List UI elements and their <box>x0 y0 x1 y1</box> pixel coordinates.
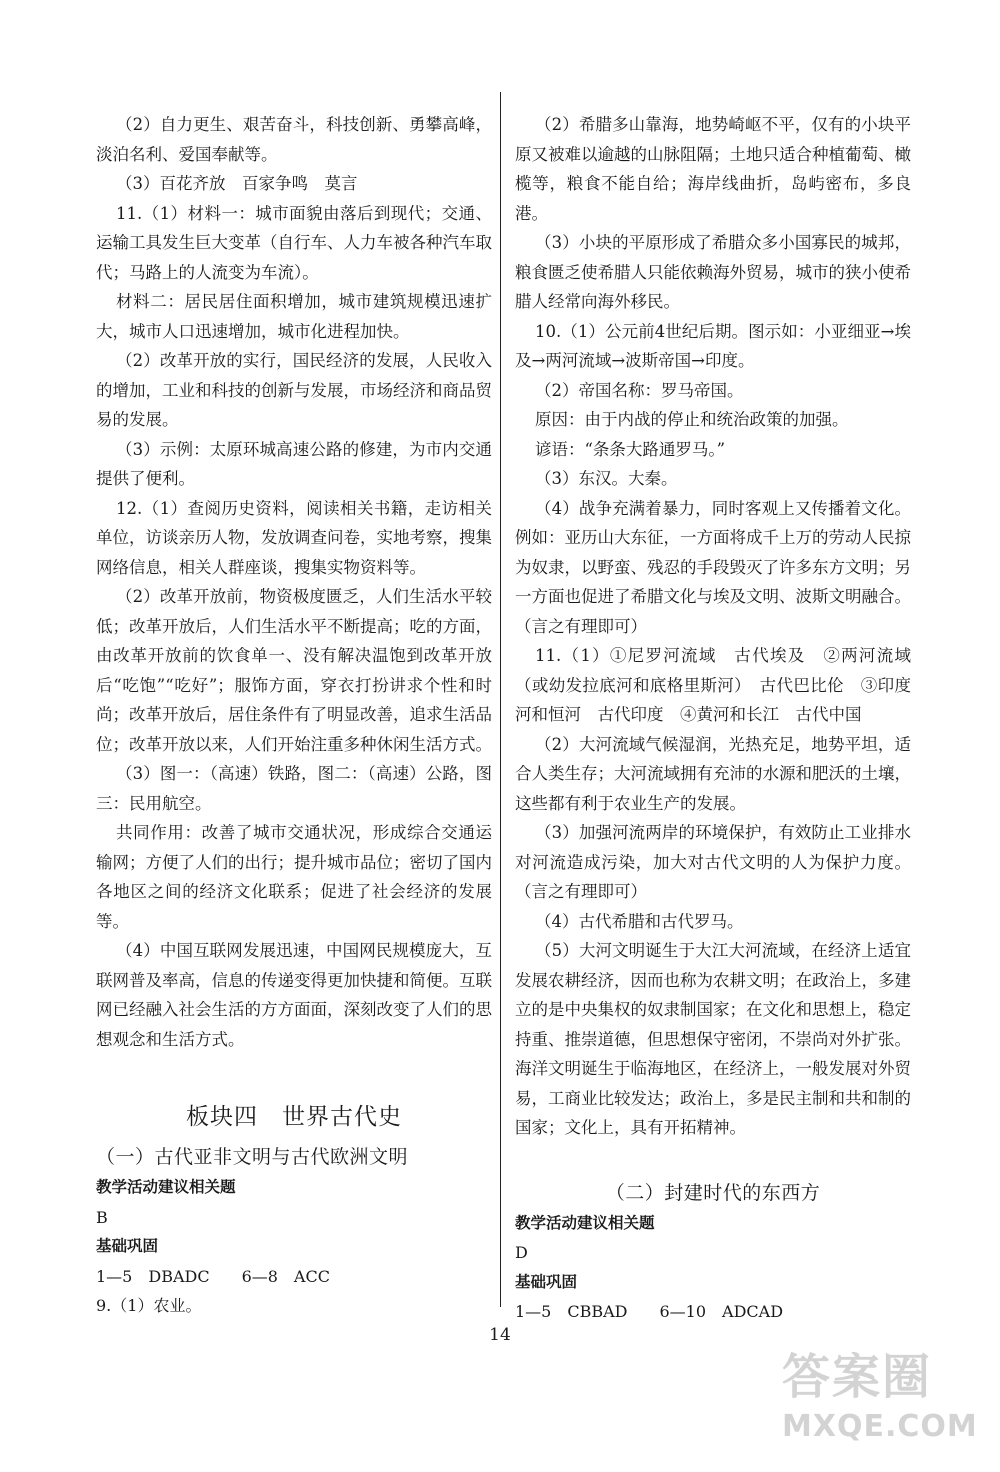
right-paragraph: （5）大河文明诞生于大江大河流域，在经济上适宜发展农耕经济，因而也称为农耕文明；在政治上，多建立的是中央集权的奴隶制国家；在文化和思想上，稳定持重、推崇道德，但思想保守密闭，不崇尚对外扩张。海洋文明诞生于临海地区，在经济上，一般发展对外贸易，工商业比较发达；政治上，多是民主制和共和制的国家；文化上，具有开拓精神。 <box>515 941 911 1137</box>
watermark-line2: MXQE.COM <box>782 1409 978 1444</box>
right-paragraph: （2）大河流域气候湿润，光热充足，地势平坦，适合人类生存；大河流域拥有充沛的水源和肥沃的土壤，这些都有利于农业生产的发展。 <box>515 734 911 813</box>
answer-basic-1: 1—5 DBADC 6—8 ACC <box>96 1266 330 1286</box>
right-paragraph: （2）希腊多山靠海，地势崎岖不平，仅有的小块平原又被难以逾越的山脉阻隔；土地只适合种植葡萄、橄榄等，粮食不能自给；海岸线曲折，岛屿密布，多良港。 <box>515 115 911 223</box>
label-activity-1: 教学活动建议相关题 <box>96 1178 236 1196</box>
left-column <box>96 110 492 1321</box>
right-paragraph: 11.（1）①尼罗河流域 古代埃及 ②两河流域（或幼发拉底河和底格里斯河） 古代巴比伦 ③印度河和恒河 古代印度 ④黄河和长江 古代中国 <box>515 646 911 724</box>
label-activity-2: 教学活动建议相关题 <box>515 1213 655 1232</box>
answer-basic-2: 1—5 CBBAD 6—10 ADCAD <box>515 1302 784 1321</box>
left-paragraph: （3）图一：（高速）铁路，图二：（高速）公路，图三：民用航空。 <box>96 764 492 813</box>
left-paragraph: （2）改革开放的实行，国民经济的发展，人民收入的增加，工业和科技的创新与发展，市场经济和商品贸易的发展。 <box>96 351 492 429</box>
left-paragraphs <box>96 110 492 1054</box>
right-paragraph: （4）古代希腊和古代罗马。 <box>535 911 744 931</box>
column-divider <box>500 92 501 1307</box>
section-title-1: （一）古代亚非文明与古代欧洲文明 <box>96 1146 409 1168</box>
right-paragraph: 谚语：“条条大路通罗马。” <box>535 439 726 459</box>
right-paragraph: （3）加强河流两岸的环境保护，有效防止工业排水对河流造成污染，加大对古代文明的人为保护力度。（言之有理即可） <box>515 823 911 901</box>
right-paragraph: （2）帝国名称：罗马帝国。 <box>535 380 744 400</box>
page-number: 14 <box>489 1325 511 1345</box>
section-title-2: （二）封建时代的东西方 <box>605 1181 821 1204</box>
right-paragraph: （3）小块的平原形成了希腊众多小国寡民的城邦，粮食匮乏使希腊人只能依赖海外贸易，城市的狭小使希腊人经常向海外移民。 <box>515 233 911 311</box>
right-paragraph: （4）战争充满着暴力，同时客观上又传播着文化。例如：亚历山大东征，一方面将成千上万的劳动人民掠为奴隶，以野蛮、残忍的手段毁灭了许多东方文明；另一方面也促进了希腊文化与埃及文明、波斯文明融合。（言之有理即可） <box>515 498 911 636</box>
answer-9: 9.（1）农业。 <box>96 1296 202 1315</box>
label-basic-1: 基础巩固 <box>96 1237 159 1255</box>
left-paragraph: （4）中国互联网发展迅速，中国网民规模庞大，互联网普及率高，信息的传递变得更加快捷和简便。互联网已经融入社会生活的方方面面，深刻改变了人们的思想观念和生活方式。 <box>96 941 492 1049</box>
left-paragraph: （2）改革开放前，物资极度匮乏，人们生活水平较低；改革开放后，人们生活水平不断提高；吃的方面，由改革开放前的饮食单一、没有解决温饱到改革开放后“吃饱”“吃好”；服饰方面，穿衣打扮讲求个性和时尚；改革开放后，居住条件有了明显改善，追求生活品位；改革开放以来，人们开始注重多种休闲生活方式。 <box>96 587 492 754</box>
watermark-line1: 答案圈 <box>782 1349 933 1405</box>
right-paragraph: （3）东汉。大秦。 <box>535 469 678 488</box>
left-paragraph: 12.（1）查阅历史资料，阅读相关书籍，走访相关单位，访谈亲历人物，发放调查问卷，实地考察，搜集网络信息，相关人群座谈，搜集实物资料等。 <box>96 498 492 577</box>
answer-activity-1: B <box>96 1207 108 1227</box>
answer-activity-2: D <box>515 1243 528 1262</box>
left-paragraph: 材料二：居民居住面积增加，城市建筑规模迅速扩大，城市人口迅速增加，城市化进程加快。 <box>96 292 492 341</box>
left-paragraph: （3）示例：太原环城高速公路的修建，为市内交通提供了便利。 <box>96 439 492 488</box>
label-basic-2: 基础巩固 <box>515 1272 578 1291</box>
left-paragraph: （2）自力更生、艰苦奋斗，科技创新、勇攀高峰，淡泊名利、爱国奉献等。 <box>96 115 492 164</box>
right-paragraph: 原因：由于内战的停止和统治政策的加强。 <box>535 410 849 429</box>
block-title: 板块四 世界古代史 <box>186 1104 402 1130</box>
watermark-logo <box>782 1338 982 1458</box>
right-paragraph: 10.（1）公元前4世纪后期。图示如：小亚细亚→埃及→两河流域→波斯帝国→印度。 <box>515 321 911 370</box>
left-paragraph: 共同作用：改善了城市交通状况，形成综合交通运输网；方便了人们的出行；提升城市品位；密切了国内各地区之间的经济文化联系；促进了社会经济的发展等。 <box>96 823 492 931</box>
left-paragraph: （3）百花齐放 百家争鸣 莫言 <box>116 174 358 193</box>
right-column <box>515 110 911 1327</box>
right-paragraphs <box>515 110 911 1143</box>
left-paragraph: 11.（1）材料一：城市面貌由落后到现代；交通、运输工具发生巨大变革（自行车、人力车被各种汽车取代；马路上的人流变为车流）。 <box>96 203 492 282</box>
